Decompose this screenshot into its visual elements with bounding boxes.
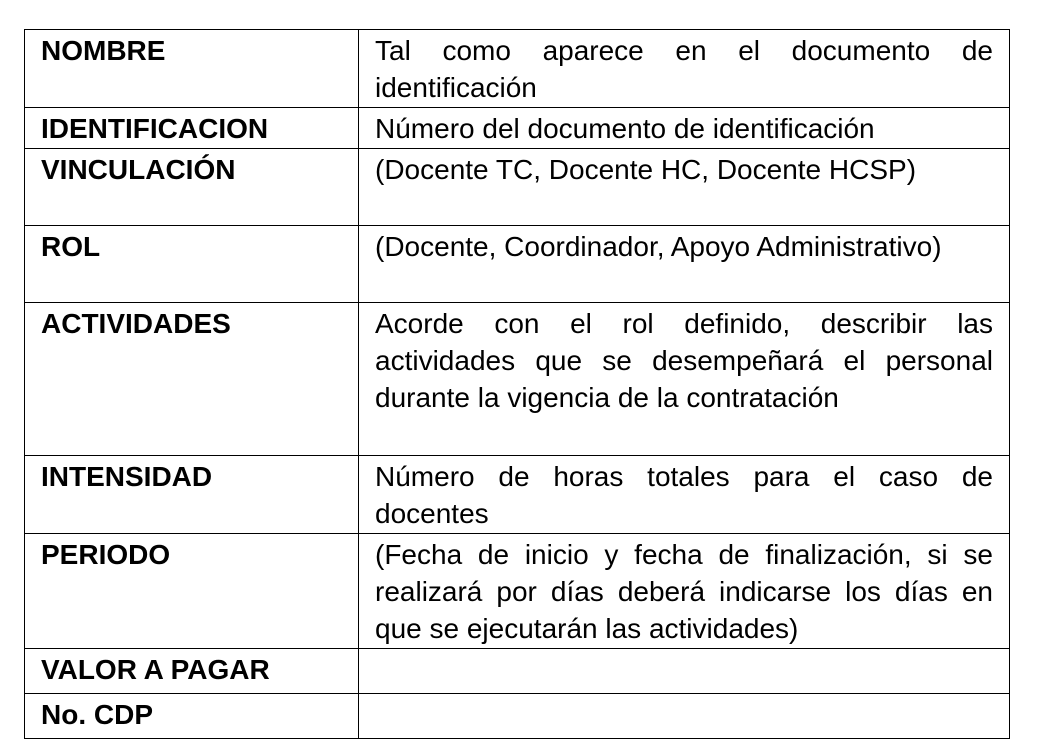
row-label-intensidad: INTENSIDAD	[25, 456, 359, 534]
row-value-valor-a-pagar	[359, 649, 1010, 694]
row-value-rol: (Docente, Coordinador, Apoyo Administrativo)	[359, 226, 1010, 303]
table-row-vinculacion	[25, 149, 1010, 226]
row-label-rol: ROL	[25, 226, 359, 303]
table-row-periodo	[25, 534, 1010, 649]
row-label-periodo: PERIODO	[25, 534, 359, 649]
row-label-identificacion: IDENTIFICACION	[25, 108, 359, 149]
table-row-actividades	[25, 303, 1010, 456]
row-value-identificacion: Número del documento de identificación	[359, 108, 1010, 149]
row-value-nombre: Tal como aparece en el documento de identificación	[359, 30, 1010, 108]
table-row-nombre	[25, 30, 1010, 108]
row-label-valor-a-pagar: VALOR A PAGAR	[25, 649, 359, 694]
table-row-identificacion	[25, 108, 1010, 149]
table-row-no-cdp	[25, 694, 1010, 739]
row-label-no-cdp: No. CDP	[25, 694, 359, 739]
row-label-actividades: ACTIVIDADES	[25, 303, 359, 456]
contract-info-table	[24, 29, 1010, 739]
row-label-nombre: NOMBRE	[25, 30, 359, 108]
row-value-vinculacion: (Docente TC, Docente HC, Docente HCSP)	[359, 149, 1010, 226]
row-label-vinculacion: VINCULACIÓN	[25, 149, 359, 226]
table-row-rol	[25, 226, 1010, 303]
row-value-actividades: Acorde con el rol definido, describir las actividades que se desempeñará el personal durante la vigencia de la contratación	[359, 303, 1010, 456]
table-row-valor-a-pagar	[25, 649, 1010, 694]
table-row-intensidad	[25, 456, 1010, 534]
row-value-intensidad: Número de horas totales para el caso de docentes	[359, 456, 1010, 534]
row-value-periodo: (Fecha de inicio y fecha de finalización, si se realizará por días deberá indicarse los días en que se ejecutarán las actividades)	[359, 534, 1010, 649]
row-value-no-cdp	[359, 694, 1010, 739]
